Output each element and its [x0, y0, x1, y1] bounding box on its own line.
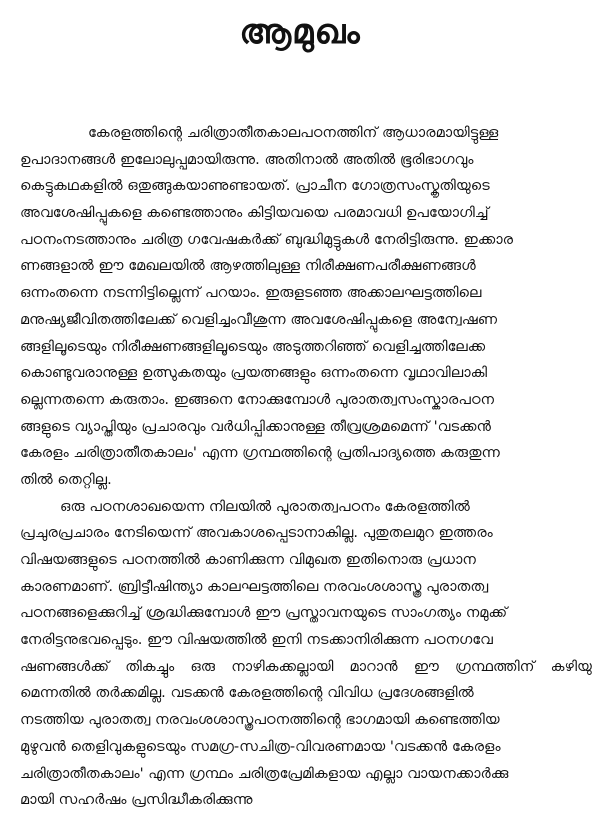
paragraph-2	[20, 494, 592, 814]
text-line: വിഷയങ്ങളുടെ പഠനത്തിൽ കാണിക്കുന്ന വിമുഖത ഇതിനൊരു പ്രധാന	[20, 551, 476, 568]
text-line: ങ്ങളുടെ വ്യാപ്തിയും പ്രചാരവും വർധിപ്പിക്കാനുള്ള തീവ്രശ്രമമെന്ന് 'വടക്കൻ	[20, 417, 492, 435]
text-line: ങ്ങളിലൂടെയും നിരീക്ഷണങ്ങളിലൂടെയും അടുത്തറിഞ്ഞ് വെളിച്ചത്തിലേക്ക	[20, 337, 486, 355]
text-line: നേരിട്ടനുഭവപ്പെടും. ഈ വിഷയത്തിൽ ഇനി നടക്കാനിരിക്കുന്ന പഠനഗവേ	[20, 631, 493, 649]
text-line: പഠനങ്ങളെക്കുറിച്ച് ശ്രദ്ധിക്കുമ്പോൾ ഈ പ്രസ്താവനയുടെ സാംഗത്യം നമുക്ക്	[20, 604, 508, 622]
text-line: നടത്തിയ പുരാതത്വ നരവംശശാസ്ത്രപഠനത്തിന്റെ ഭാഗമായി കണ്ടെത്തിയ	[20, 711, 500, 729]
text-line: കേരളത്തിന്റെ ചരിത്രാതീതകാലപഠനത്തിന് ആധാരമായിട്ടുള്ള	[88, 124, 499, 141]
page-title: ആമുഖം	[239, 12, 361, 52]
text-line: കാരണമാണ്. ബ്രിട്ടീഷിന്ത്യാ കാലഘട്ടത്തിലെ നരവംശശാസ്ത്ര പുരാതത്വ	[20, 577, 489, 595]
text-line: തിൽ തെറ്റില്ല.	[20, 470, 112, 488]
text-line: പഠനംനടത്താനും ചരിത്ര ഗവേഷകർക്ക് ബുദ്ധിമുട്ടുകൾ നേരിട്ടിരുന്നു. ഇക്കാര	[20, 230, 514, 248]
paragraph-1	[20, 120, 592, 494]
text-line: ചരിത്രാതീതകാലം' എന്ന ഗ്രന്ഥം ചരിത്രപ്രേമികളായ എല്ലാ വായനക്കാർക്കു	[20, 764, 509, 782]
text-line: മായി സഹർഷം പ്രസിദ്ധീകരിക്കുന്നു	[20, 791, 253, 809]
text-line: അവശേഷിപ്പുകളെ കണ്ടെത്താനും കിട്ടിയവയെ പരമാവധി ഉപയോഗിച്ച്	[20, 204, 489, 222]
text-line: മുഴുവൻ തെളിവുകളുടെയും സമഗ്ര-സചിത്ര-വിവരണമായ 'വടക്കൻ കേരളം	[20, 737, 501, 755]
body-text	[20, 120, 592, 814]
text-line: ഷണങ്ങൾക്ക് തികച്ചും ഒരു നാഴികക്കല്ലായി മാറാൻ ഈ ഗ്രന്ഥത്തിന് കഴിയു	[20, 657, 592, 675]
text-line: ഉപാദാനങ്ങൾ ഇലോലുപ്പമായിരുന്നു. അതിനാൽ അതിൽ ഭൂരിഭാഗവും	[20, 150, 474, 168]
text-line: പ്രചുരപ്രചാരം നേടിയെന്ന് അവകാശപ്പെടാനാകില്ല. പുതുതലമുറ ഇത്തരം	[20, 524, 493, 542]
text-line: ഒന്നംതന്നെ നടന്നിട്ടില്ലെന്ന് പറയാം. ഇരുളടഞ്ഞ അക്കാലഘട്ടത്തിലെ	[20, 284, 482, 302]
text-line: ല്ലെന്നതന്നെ കരുതാം. ഇങ്ങനെ നോക്കുമ്പോൾ പുരാതത്വസംസ്കാരപഠന	[20, 390, 495, 408]
text-line: മനുഷ്യജീവിതത്തിലേക്ക് വെളിച്ചംവീശുന്ന അവശേഷിപ്പുകളെ അന്വേഷണ	[20, 310, 498, 328]
text-line: ണങ്ങളാൽ ഈ മേഖലയിൽ ആഴത്തിലുള്ള നിരീക്ഷണപരീക്ഷണങ്ങൾ	[20, 257, 476, 275]
text-line: കൊണ്ടുവരാനുള്ള ഉത്സുകതയും പ്രയത്നങ്ങളും ഒന്നംതന്നെ വൃഥാവിലാകി	[20, 364, 488, 382]
text-line: കെട്ടുകഥകളിൽ ഒതുങ്ങുകയാണുണ്ടായത്. പ്രാചീന ഗോത്രസംസ്കൃതിയുടെ	[20, 177, 490, 195]
text-line: ഒരു പഠനശാഖയെന്ന നിലയിൽ പുരാതത്വപഠനം കേരളത്തിൽ	[60, 497, 470, 515]
text-line: മെന്നതിൽ തർക്കമില്ല. വടക്കൻ കേരളത്തിന്റെ വിവിധ പ്രദേശങ്ങളിൽ	[20, 684, 474, 702]
text-line: കേരളം ചരിത്രാതീതകാലം' എന്ന ഗ്രന്ഥത്തിന്റെ പ്രതിപാദ്യത്തെ കരുതുന്ന	[20, 444, 500, 462]
